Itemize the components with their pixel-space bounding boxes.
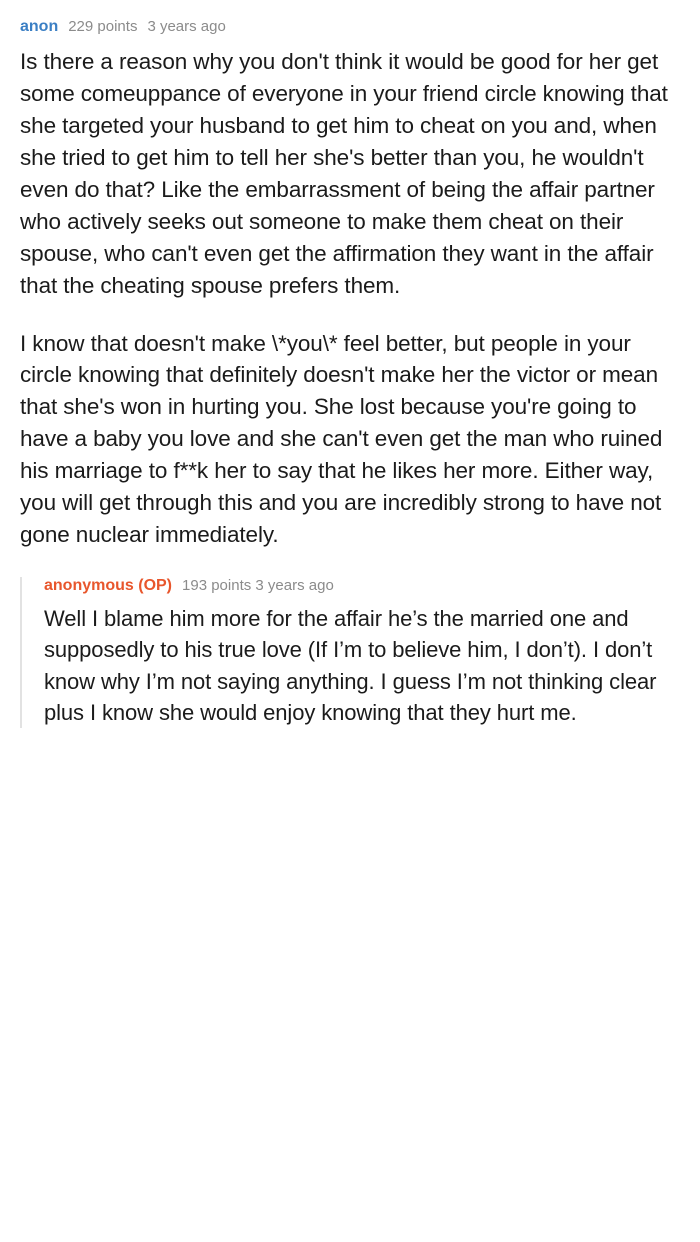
comment-author[interactable]: anon bbox=[20, 18, 59, 35]
reply-author[interactable]: anonymous (OP) bbox=[44, 577, 173, 595]
reply-paragraph: Well I blame him more for the affair he’s the married one and supposedly to his true love (If I’m to believe him, I don’t). I don’t know why I’m not saying anything. I guess I’m not thinking clear plus I know she would enjoy knowing that they hurt me. bbox=[44, 606, 657, 725]
comment-paragraph: Is there a reason why you don't think it would be good for her get some comeuppance of everyone in your friend circle knowing that she targeted your husband to get him to cheat on you and, when she tried to get him to tell her she's better than you, he wouldn't even do that? Like the embarrassment of being the affair partner who actively seeks out someone to make them cheat on their spouse, who can't even get the affirmation they want in the affair that the cheating spouse prefers them. bbox=[20, 49, 668, 298]
reply-comment bbox=[20, 577, 680, 728]
reply-points-timestamp: 193 points 3 years ago bbox=[182, 577, 334, 595]
top-level-comment bbox=[20, 18, 680, 728]
comment-body bbox=[20, 46, 680, 551]
reply-meta bbox=[44, 577, 680, 595]
comment-meta bbox=[20, 18, 680, 36]
reply-body bbox=[44, 603, 680, 728]
comment-paragraph: I know that doesn't make \*you\* feel better, but people in your circle knowing that definitely doesn't make her the victor or mean that she's won in hurting you. She lost because you're going to have a baby you love and she can't even get the man who ruined his marriage to f**k her to say that he likes her more. Either way, you will get through this and you are incredibly strong to have not gone nuclear immediately. bbox=[20, 330, 663, 548]
comment-timestamp: 3 years ago bbox=[147, 18, 226, 35]
comment-points: 229 points bbox=[68, 18, 138, 35]
